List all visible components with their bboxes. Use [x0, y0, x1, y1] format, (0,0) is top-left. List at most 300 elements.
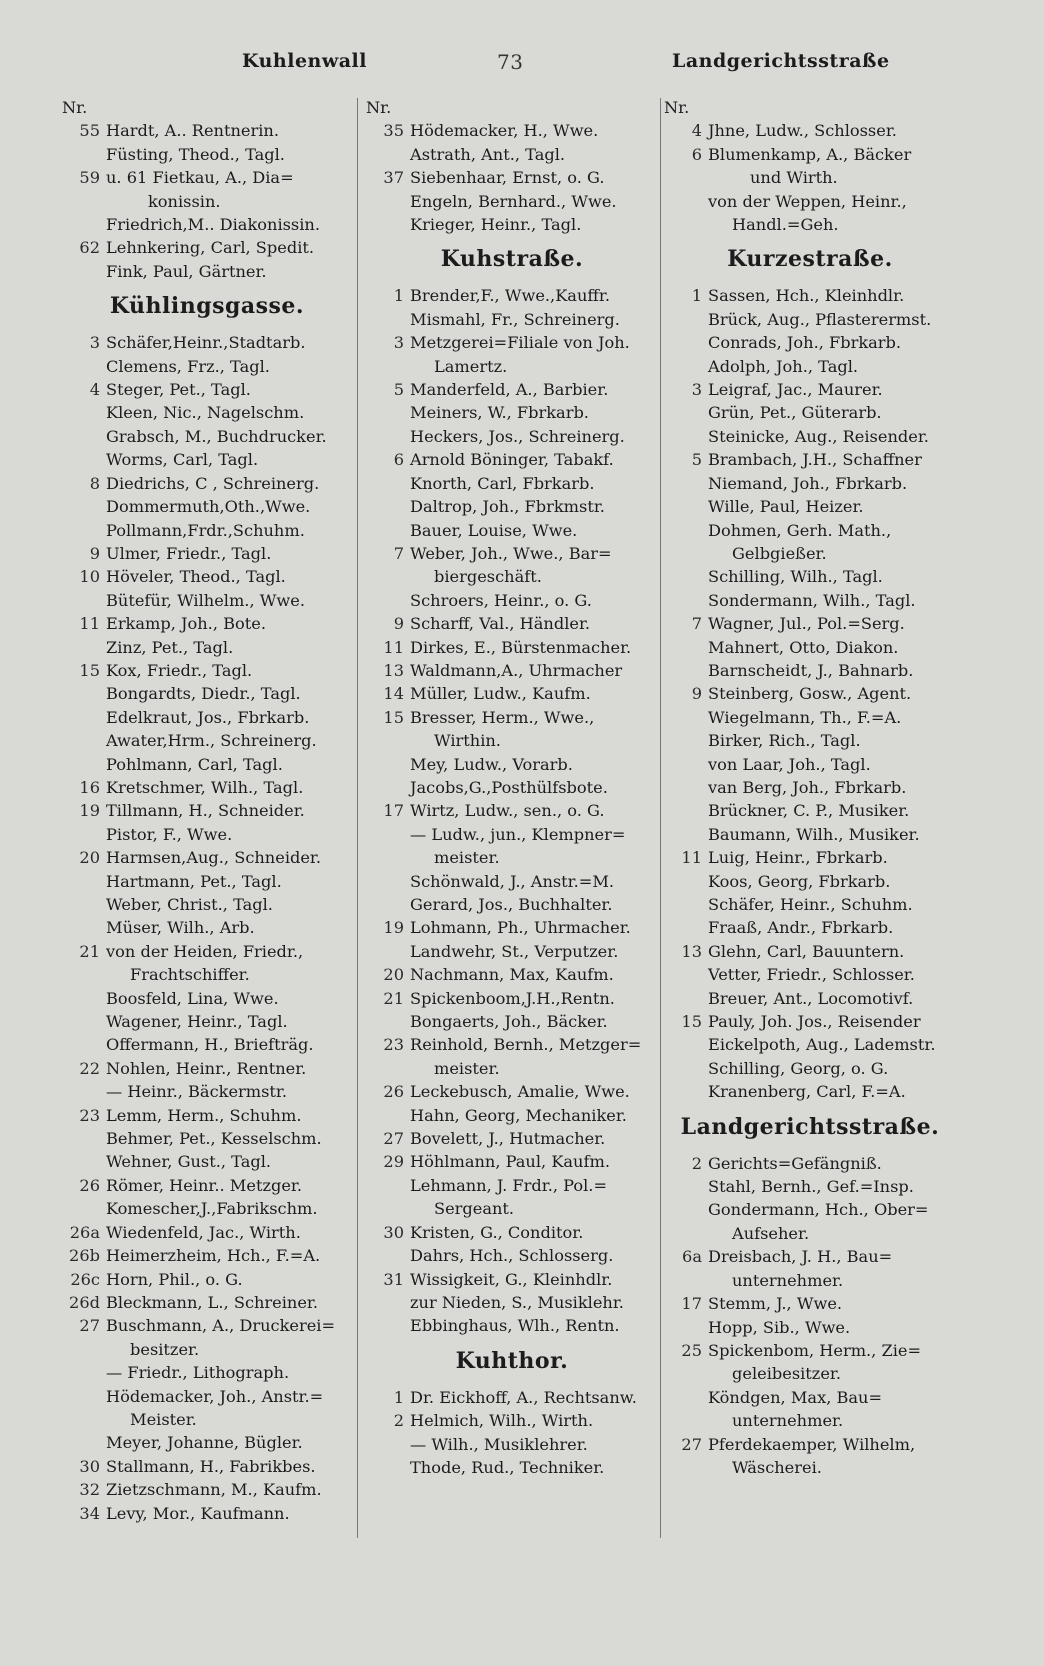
house-number [660, 166, 708, 189]
directory-entry [58, 1431, 356, 1454]
directory-entry [362, 190, 662, 213]
entry-text: Sergeant. [434, 1199, 515, 1219]
house-number [660, 776, 708, 799]
directory-entry [58, 1221, 356, 1244]
house-number: 1 [691, 286, 702, 306]
directory-entry [660, 1339, 960, 1362]
entry-text: — Ludw., jun., Klempner= [410, 824, 626, 844]
house-number [362, 565, 410, 588]
house-number [58, 729, 106, 752]
directory-entry [660, 1456, 960, 1479]
directory-entry [58, 1104, 356, 1127]
house-number [660, 729, 708, 752]
directory-entry [58, 331, 356, 354]
directory-entry [660, 612, 960, 635]
entry-text: Grabsch, M., Buchdrucker. [106, 426, 327, 446]
directory-entry [362, 119, 662, 142]
directory-entry [58, 1033, 356, 1056]
directory-entry [362, 799, 662, 822]
entry-text: Zietzschmann, M., Kaufm. [106, 1480, 322, 1500]
directory-entry [58, 190, 356, 213]
entry-text: Bleckmann, L., Schreiner. [106, 1292, 319, 1312]
entry-text: Krieger, Heinr., Tagl. [410, 215, 582, 235]
house-number [58, 1150, 106, 1173]
directory-entry [58, 893, 356, 916]
entry-text: besitzer. [130, 1339, 200, 1359]
entry-text: Weber, Christ., Tagl. [106, 895, 273, 914]
house-number: 34 [79, 1503, 100, 1523]
directory-entry [58, 143, 356, 166]
entry-text: Wirtz, Ludw., sen., o. G. [410, 801, 605, 821]
directory-entry [58, 1314, 356, 1337]
directory-entry [660, 940, 960, 963]
entry-text: Landwehr, St., Verputzer. [410, 941, 619, 961]
entry-text: Hödemacker, H., Wwe. [410, 121, 599, 141]
entry-text: Wiedenfeld, Jac., Wirth. [106, 1222, 301, 1242]
directory-entry [362, 589, 662, 612]
directory-entry [660, 1057, 960, 1080]
directory-entry [660, 776, 960, 799]
house-number: 15 [79, 660, 100, 680]
directory-entry [660, 190, 960, 213]
street-heading: Landgerichtsstraße. [680, 1113, 940, 1140]
house-number: 27 [681, 1434, 702, 1454]
house-number: 62 [79, 238, 100, 258]
entry-text: Grün, Pet., Güterarb. [708, 403, 882, 423]
directory-entry [58, 963, 356, 986]
directory-entry [362, 870, 662, 893]
directory-entry [660, 1433, 960, 1456]
entry-text: Ulmer, Friedr., Tagl. [106, 543, 272, 563]
entry-text: Bresser, Herm., Wwe., [410, 707, 595, 727]
directory-entry [58, 987, 356, 1010]
house-number: 17 [383, 801, 404, 821]
directory-entry [362, 729, 662, 752]
house-number [58, 1010, 106, 1033]
entry-text: Meiners, W., Fbrkarb. [410, 403, 589, 423]
house-number [58, 1338, 106, 1361]
house-number [660, 589, 708, 612]
directory-entry [660, 1222, 960, 1245]
house-number [362, 495, 410, 518]
directory-entry [362, 1174, 662, 1197]
house-number [58, 260, 106, 283]
entry-text: Gelbgießer. [732, 543, 827, 563]
entry-text: Spickenbom, Herm., Zie= [708, 1340, 922, 1360]
entry-text: Füsting, Theod., Tagl. [106, 144, 285, 164]
directory-entry [660, 823, 960, 846]
entry-text: Sondermann, Wilh., Tagl. [708, 590, 916, 610]
house-number [362, 940, 410, 963]
entry-text: konissin. [148, 191, 221, 211]
directory-entry [58, 1408, 356, 1431]
directory-entry [362, 1080, 662, 1103]
directory-entry [660, 284, 960, 307]
house-number [362, 1197, 410, 1220]
entry-text: Dreisbach, J. H., Bau= [708, 1247, 893, 1267]
entry-text: Lamertz. [434, 356, 508, 376]
directory-entry [660, 636, 960, 659]
house-number [660, 331, 708, 354]
directory-entry [660, 166, 960, 189]
entry-text: Brück, Aug., Pflasterermst. [708, 309, 932, 329]
house-number [660, 1033, 708, 1056]
house-number: 25 [681, 1340, 702, 1360]
directory-entry [362, 331, 662, 354]
entry-text: Müller, Ludw., Kaufm. [410, 684, 591, 704]
house-number [660, 190, 708, 213]
entry-text: Wirthin. [434, 731, 501, 751]
directory-entry [660, 1316, 960, 1339]
directory-entry [362, 659, 662, 682]
house-number: 3 [393, 333, 404, 353]
house-number [660, 1316, 708, 1339]
running-header-left: Kuhlenwall [242, 50, 367, 72]
house-number: 27 [79, 1316, 100, 1336]
entry-text: Astrath, Ant., Tagl. [410, 144, 566, 164]
house-number: 11 [79, 614, 100, 634]
entry-text: Gerichts=Gefängniß. [708, 1153, 882, 1173]
entry-text: Höveler, Theod., Tagl. [106, 567, 286, 587]
entry-text: Vetter, Friedr., Schlosser. [708, 965, 915, 985]
directory-entry [660, 495, 960, 518]
directory-entry [58, 401, 356, 424]
entry-text: Clemens, Frz., Tagl. [106, 356, 270, 376]
directory-entry [660, 308, 960, 331]
entry-text: Dommermuth,Oth.,Wwe. [106, 497, 311, 517]
directory-entry [362, 166, 662, 189]
directory-entry [660, 1033, 960, 1056]
house-number [58, 1197, 106, 1220]
house-number [362, 870, 410, 893]
directory-entry [660, 1152, 960, 1175]
directory-entry [58, 1010, 356, 1033]
entry-text: Jhne, Ludw., Schlosser. [708, 121, 897, 141]
entry-text: Komescher,J.,Fabrikschm. [106, 1199, 318, 1219]
entry-text: — Heinr., Bäckermstr. [106, 1082, 288, 1102]
entry-text: Wehner, Gust., Tagl. [106, 1152, 272, 1172]
directory-entry [362, 636, 662, 659]
entry-text: Daltrop, Joh., Fbrkmstr. [410, 497, 605, 517]
directory-entry [58, 542, 356, 565]
house-number: 19 [383, 918, 404, 938]
entry-text: Hödemacker, Joh., Anstr.= [106, 1386, 324, 1406]
entry-text: Dohmen, Gerh. Math., [708, 520, 892, 540]
entry-text: Stahl, Bernh., Gef.=Insp. [708, 1177, 914, 1197]
directory-entry [58, 1455, 356, 1478]
directory-entry [660, 963, 960, 986]
entry-text: Arnold Böninger, Tabakf. [410, 450, 614, 470]
directory-entry [362, 448, 662, 471]
directory-entry [362, 753, 662, 776]
entry-text: Frachtschiffer. [130, 965, 250, 985]
entry-text: Römer, Heinr.. Metzger. [106, 1175, 303, 1195]
entry-text: Glehn, Carl, Bauuntern. [708, 941, 905, 961]
house-number [58, 1361, 106, 1384]
entry-text: Bauer, Louise, Wwe. [410, 520, 578, 540]
directory-entry [362, 846, 662, 869]
entry-text: Steinicke, Aug., Reisender. [708, 426, 929, 446]
directory-entry [362, 963, 662, 986]
house-number: 32 [79, 1480, 100, 1500]
entry-text: Pistor, F., Wwe. [106, 824, 233, 844]
entry-text: Wagner, Jul., Pol.=Serg. [708, 614, 905, 634]
directory-entry [362, 472, 662, 495]
directory-entry [362, 1197, 662, 1220]
house-number [660, 1409, 708, 1432]
entry-text: Heimerzheim, Hch., F.=A. [106, 1246, 321, 1266]
entry-text: Hopp, Sib., Wwe. [708, 1317, 851, 1337]
directory-entry [362, 565, 662, 588]
house-number [660, 870, 708, 893]
house-number: 13 [681, 941, 702, 961]
page-number: 73 [497, 50, 524, 74]
house-number [58, 1033, 106, 1056]
house-number [362, 1291, 410, 1314]
entry-text: Brender,F., Wwe.,Kauffr. [410, 286, 610, 306]
directory-entry [58, 589, 356, 612]
entry-text: Horn, Phil., o. G. [106, 1269, 243, 1289]
house-number [362, 308, 410, 331]
street-heading: Kuhthor. [455, 1347, 569, 1374]
entry-text: geleibesitzer. [732, 1364, 842, 1384]
house-number [362, 846, 410, 869]
house-number: 21 [383, 988, 404, 1008]
entry-text: Heckers, Jos., Schreinerg. [410, 426, 625, 446]
house-number [58, 1385, 106, 1408]
entry-text: Nohlen, Heinr., Rentner. [106, 1058, 307, 1078]
entry-text: Fink, Paul, Gärtner. [106, 261, 267, 281]
house-number: 6 [393, 450, 404, 470]
column-divider [357, 98, 358, 1538]
entry-text: Pferdekaemper, Wilhelm, [708, 1434, 916, 1454]
directory-entry [58, 706, 356, 729]
directory-entry [660, 401, 960, 424]
number-label: Nr. [62, 98, 88, 117]
entry-text: Wäscherei. [732, 1457, 822, 1477]
entry-text: Baumann, Wilh., Musiker. [708, 824, 920, 844]
directory-entry [58, 119, 356, 142]
house-number [58, 355, 106, 378]
house-number [58, 143, 106, 166]
directory-entry [660, 753, 960, 776]
house-number: 5 [393, 380, 404, 400]
house-number [58, 916, 106, 939]
house-number: 6 [691, 144, 702, 164]
directory-entry [362, 823, 662, 846]
house-number [362, 893, 410, 916]
directory-entry [362, 706, 662, 729]
entry-text: Friedrich,M.. Diakonissin. [106, 215, 320, 235]
house-number [362, 1104, 410, 1127]
house-number [660, 659, 708, 682]
house-number: 35 [383, 121, 404, 141]
house-number [660, 308, 708, 331]
house-number [362, 472, 410, 495]
house-number [660, 425, 708, 448]
entry-text: Pauly, Joh. Jos., Reisender [708, 1012, 921, 1032]
directory-entry [660, 448, 960, 471]
directory-entry [660, 213, 960, 236]
house-number: 16 [79, 777, 100, 797]
house-number [660, 1080, 708, 1103]
directory-entry [58, 1502, 356, 1525]
house-number [58, 401, 106, 424]
entry-text: Schilling, Georg, o. G. [708, 1058, 889, 1078]
house-number [362, 401, 410, 424]
house-number [362, 355, 410, 378]
house-number [660, 565, 708, 588]
house-number: 19 [79, 801, 100, 821]
directory-entry [58, 659, 356, 682]
directory-entry [58, 1127, 356, 1150]
entry-text: Thode, Rud., Techniker. [410, 1457, 605, 1477]
house-number [58, 1431, 106, 1454]
entry-text: Lemm, Herm., Schuhm. [106, 1105, 302, 1125]
directory-entry [58, 612, 356, 635]
house-number: 37 [383, 168, 404, 188]
directory-entry [58, 1385, 356, 1408]
entry-text: biergeschäft. [434, 567, 542, 587]
directory-entry [362, 1104, 662, 1127]
house-number: 2 [691, 1153, 702, 1173]
directory-entry [58, 1057, 356, 1080]
entry-text: Jacobs,G.,Posthülfsbote. [410, 777, 608, 797]
directory-entry [58, 1150, 356, 1173]
entry-text: von Laar, Joh., Tagl. [708, 754, 871, 774]
directory-entry [58, 213, 356, 236]
entry-text: meister. [434, 848, 500, 868]
entry-text: Wissigkeit, G., Kleinhdlr. [410, 1269, 613, 1289]
entry-text: Tillmann, H., Schneider. [106, 801, 305, 821]
entry-text: Stemm, J., Wwe. [708, 1294, 843, 1314]
entry-text: Behmer, Pet., Kesselschm. [106, 1129, 322, 1149]
entry-text: Köndgen, Max, Bau= [708, 1387, 883, 1407]
house-number: 59 [79, 168, 100, 188]
entry-text: Ebbinghaus, Wlh., Rentn. [410, 1316, 620, 1336]
entry-text: Schönwald, J., Anstr.=M. [410, 871, 615, 891]
house-number: 5 [691, 450, 702, 470]
house-number [660, 495, 708, 518]
house-number [362, 1010, 410, 1033]
house-number [362, 190, 410, 213]
entry-text: Dahrs, Hch., Schlosserg. [410, 1246, 614, 1266]
directory-entry [660, 1245, 960, 1268]
entry-text: Wiegelmann, Th., F.=A. [708, 707, 902, 727]
entry-text: Weber, Joh., Wwe., Bar= [410, 543, 612, 563]
house-number: 13 [383, 660, 404, 680]
entry-text: Stallmann, H., Fabrikbes. [106, 1456, 316, 1476]
entry-text: Barnscheidt, J., Bahnarb. [708, 660, 914, 680]
directory-entry [362, 893, 662, 916]
house-number [362, 213, 410, 236]
house-number [660, 1269, 708, 1292]
house-number: 9 [89, 543, 100, 563]
directory-entry [362, 612, 662, 635]
house-number [660, 963, 708, 986]
entry-text: Harmsen,Aug., Schneider. [106, 848, 322, 868]
entry-text: Knorth, Carl, Fbrkarb. [410, 473, 595, 493]
entry-text: Bütefür, Wilhelm., Wwe. [106, 590, 305, 610]
entry-text: Leigraf, Jac., Maurer. [708, 380, 883, 400]
directory-entry [362, 355, 662, 378]
house-number: 10 [79, 567, 100, 587]
house-number: 11 [681, 848, 702, 868]
house-number [660, 753, 708, 776]
house-number [58, 425, 106, 448]
house-number [58, 870, 106, 893]
house-number [362, 1433, 410, 1456]
entry-text: Reinhold, Bernh., Metzger= [410, 1035, 642, 1055]
house-number: 6a [682, 1247, 702, 1267]
directory-entry [660, 729, 960, 752]
directory-entry [660, 1080, 960, 1103]
entry-text: Offermann, H., Briefträg. [106, 1035, 314, 1055]
entry-text: Helmich, Wilh., Wirth. [410, 1411, 594, 1431]
house-number [660, 799, 708, 822]
house-number [362, 1174, 410, 1197]
house-number: 26 [383, 1082, 404, 1102]
entry-text: Sassen, Hch., Kleinhdlr. [708, 286, 905, 306]
house-number [660, 401, 708, 424]
house-number [58, 963, 106, 986]
directory-entry [58, 1268, 356, 1291]
house-number [362, 823, 410, 846]
entry-text: Bongaerts, Joh., Bäcker. [410, 1012, 608, 1032]
entry-text: Diedrichs, C , Schreinerg. [106, 473, 320, 493]
directory-entry [58, 682, 356, 705]
house-number [660, 1222, 708, 1245]
entry-text: Erkamp, Joh., Bote. [106, 614, 266, 634]
house-number: 21 [79, 941, 100, 961]
directory-entry [660, 1292, 960, 1315]
directory-entry [362, 776, 662, 799]
directory-entry [58, 448, 356, 471]
house-number: 1 [393, 1387, 404, 1407]
directory-entry [660, 682, 960, 705]
house-number [58, 213, 106, 236]
house-number: 29 [383, 1152, 404, 1172]
number-label: Nr. [664, 98, 690, 117]
house-number: 55 [79, 121, 100, 141]
directory-entry [58, 823, 356, 846]
house-number [58, 893, 106, 916]
house-number [58, 987, 106, 1010]
entry-text: Kleen, Nic., Nagelschm. [106, 403, 305, 423]
entry-text: Brückner, C. P., Musiker. [708, 801, 910, 821]
directory-entry [58, 1080, 356, 1103]
entry-text: Wagener, Heinr., Tagl. [106, 1012, 288, 1032]
directory-entry [362, 213, 662, 236]
entry-text: — Friedr., Lithograph. [106, 1363, 290, 1383]
house-number: 4 [89, 380, 100, 400]
house-number [660, 987, 708, 1010]
entry-text: Scharff, Val., Händler. [410, 614, 591, 634]
house-number: 9 [691, 684, 702, 704]
directory-entry [58, 1291, 356, 1314]
directory-entry [58, 355, 356, 378]
entry-text: Hahn, Georg, Mechaniker. [410, 1105, 627, 1125]
house-number: 1 [393, 286, 404, 306]
directory-entry [660, 143, 960, 166]
entry-text: Kox, Friedr., Tagl. [106, 660, 253, 680]
directory-entry [58, 846, 356, 869]
house-number: 27 [383, 1129, 404, 1149]
house-number [660, 472, 708, 495]
directory-entry [660, 1386, 960, 1409]
entry-text: Blumenkamp, A., Bäcker [708, 144, 912, 164]
house-number [660, 519, 708, 542]
